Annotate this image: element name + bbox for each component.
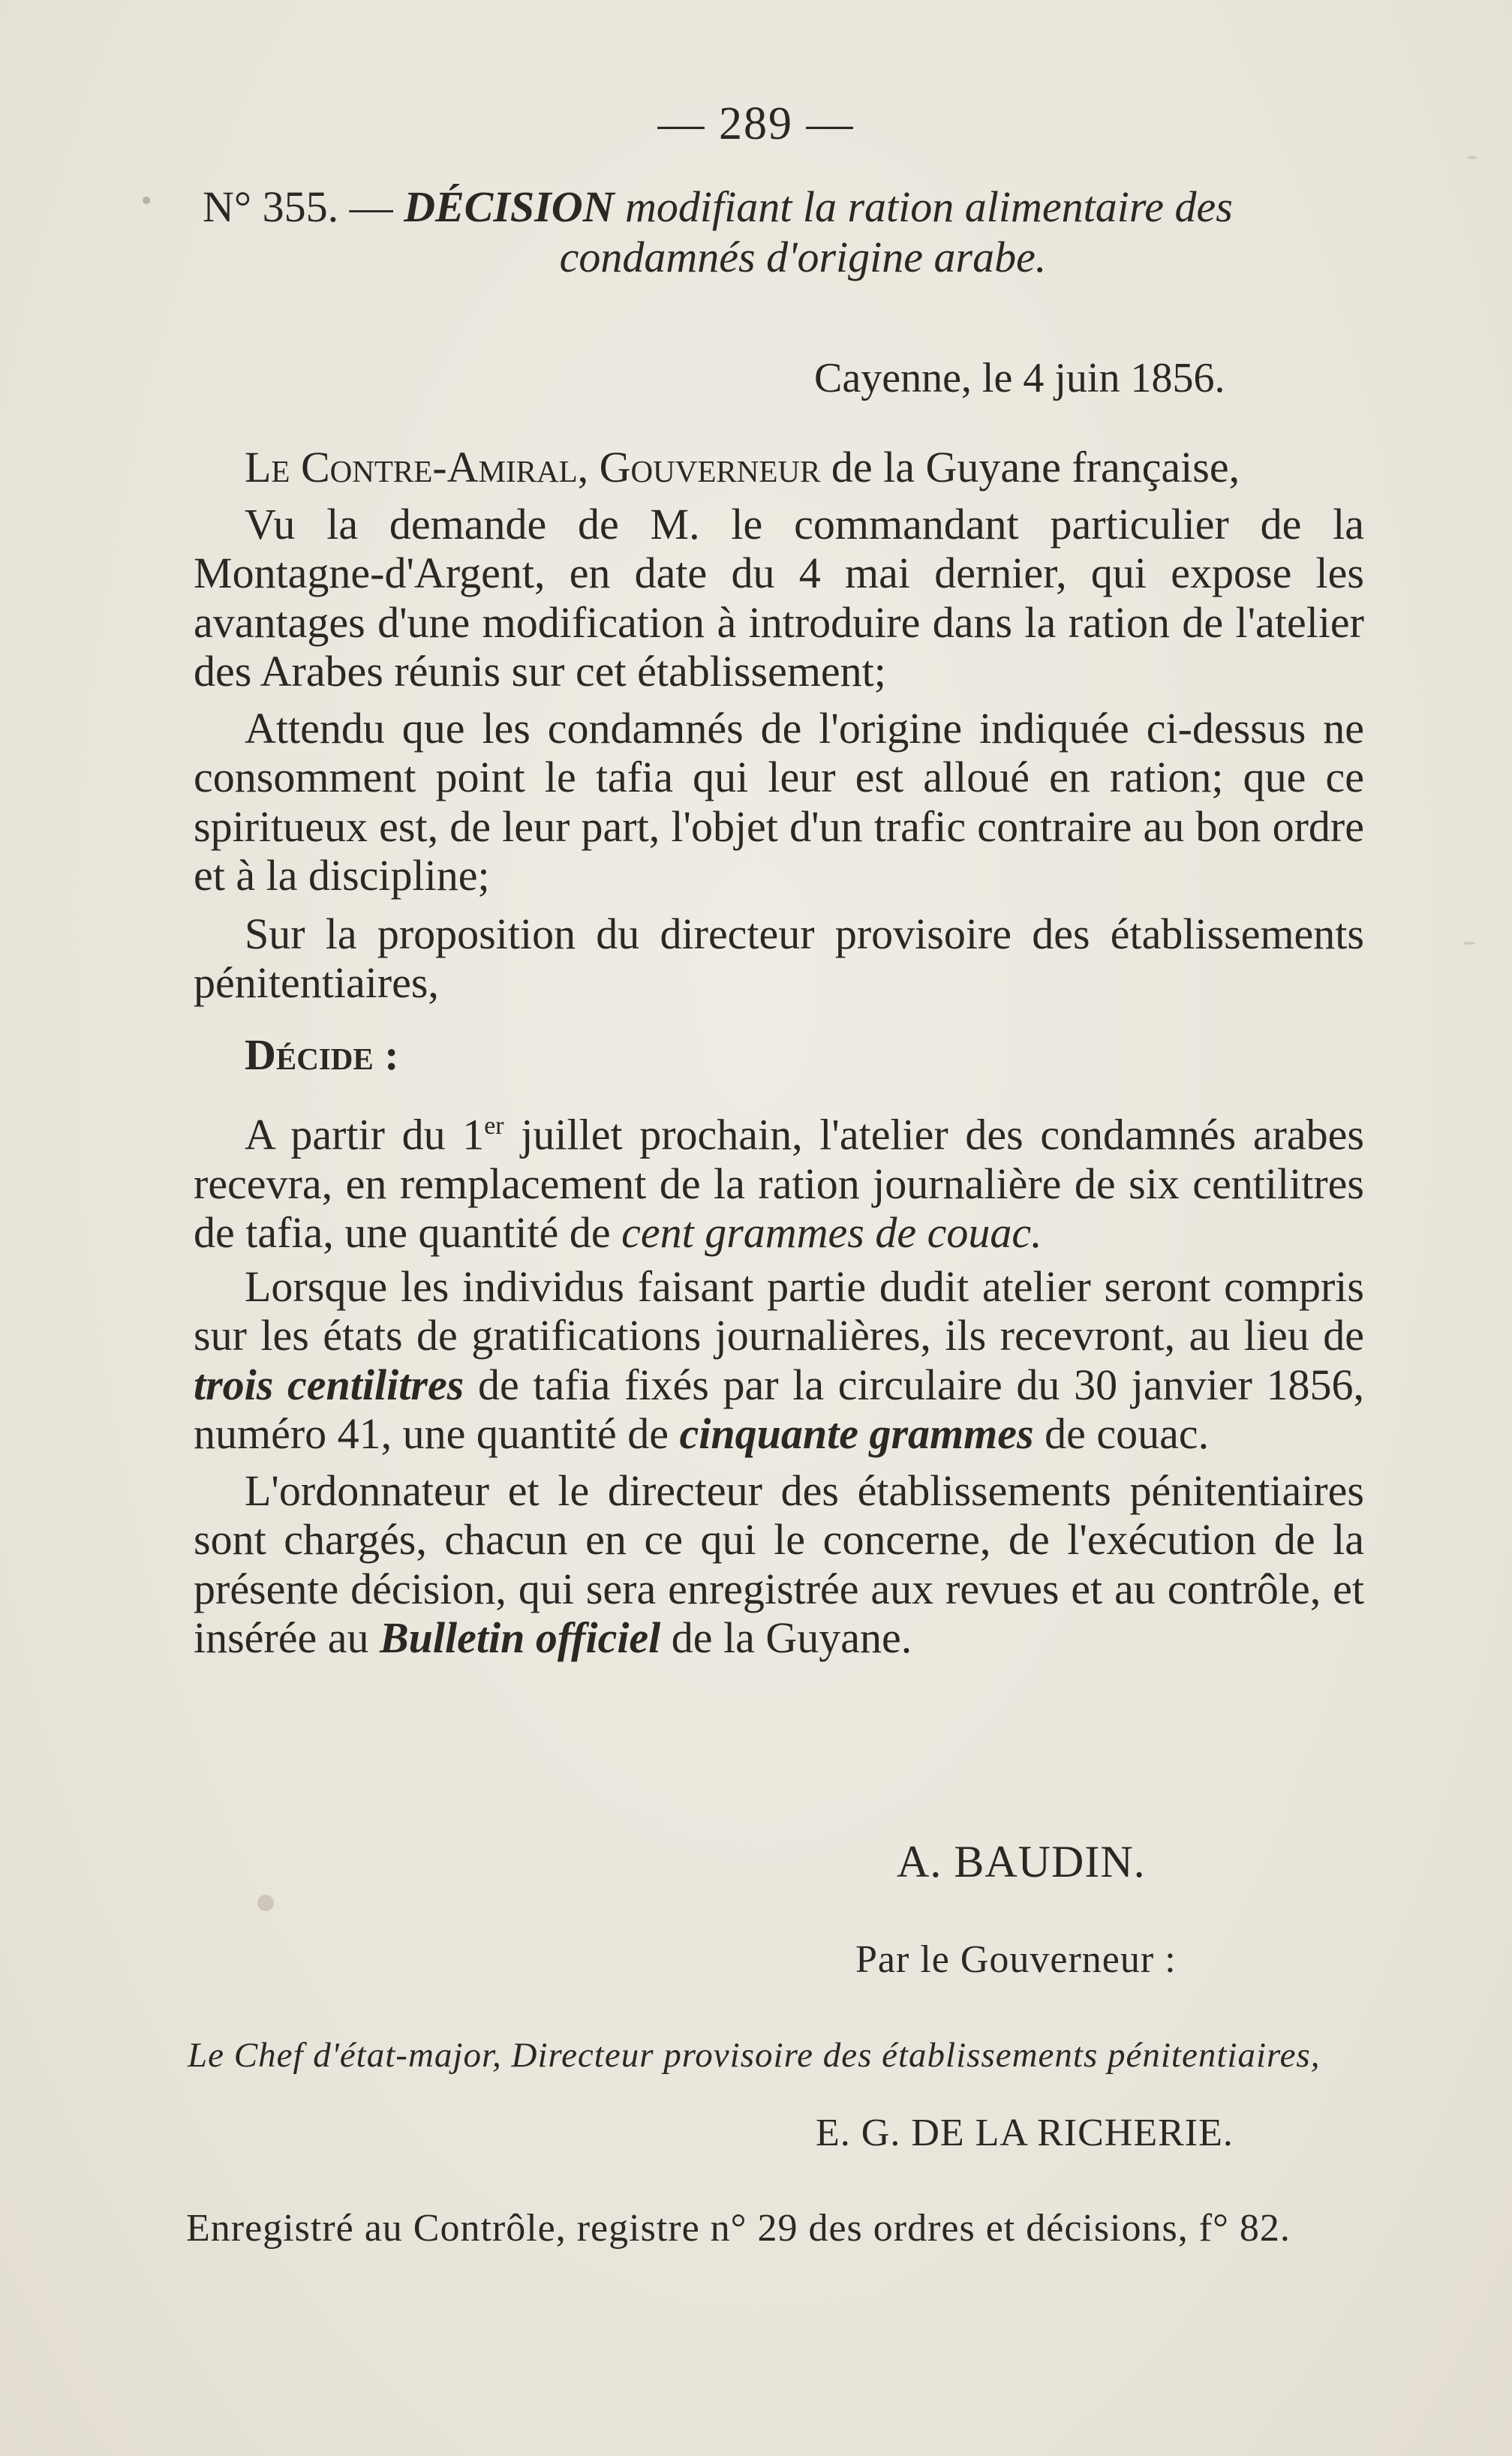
decision-heading: DÉCISION: [404, 182, 615, 231]
decide-heading: Décide :: [245, 1030, 399, 1079]
cent-grammes-couac: cent grammes de couac.: [621, 1208, 1042, 1258]
page-number: — 289 —: [657, 98, 855, 149]
paragraph-a-partir: A partir du 1er juillet prochain, l'atelier des condamnés arabes recevra, en remplacement de la ration journalière de six centilitres de tafia, une quantité de cent grammes de couac.: [194, 1110, 1364, 1258]
paper-speck: [257, 1895, 274, 1911]
body-text: [194, 443, 1364, 1663]
chef-etat-major: Le Chef d'état-major, Directeur provisoire des établissements pénitentiaires,: [188, 2036, 1321, 2075]
preamble-rest: de la Guyane française,: [831, 443, 1240, 492]
bulletin-officiel: Bulletin officiel: [379, 1613, 661, 1663]
title-rest-line1: modifiant la ration alimentaire des: [625, 182, 1233, 231]
paper-speck: [1463, 942, 1475, 945]
paper-speck: [143, 197, 150, 204]
paragraph-ordonnateur: L'ordonnateur et le directeur des établissements pénitentiaires sont chargés, chacun en ce qui le concerne, de l'exécution de la présente décision, qui sera enregistrée aux revues et au contrôle, et insérée au Bulletin officiel de la Guyane.: [194, 1465, 1364, 1663]
paragraph-sur: Sur la proposition du directeur provisoire des établissements pénitentiaires,: [194, 909, 1364, 1007]
trois-centilitres: trois centilitres: [194, 1360, 464, 1409]
par-le-gouverneur: Par le Gouverneur :: [855, 1938, 1177, 1981]
decision-number: N° 355.: [203, 182, 339, 231]
decision-title: [203, 182, 1373, 282]
preamble: Le Contre-Amiral, Gouverneur de la Guyane française,: [245, 443, 1240, 492]
signature-baudin: A. BAUDIN.: [897, 1837, 1146, 1886]
contre-amiral-label: Le Contre-Amiral: [245, 443, 578, 492]
title-line2: condamnés d'origine arabe.: [559, 232, 1047, 281]
paper-speck: [1467, 156, 1477, 159]
paragraph-attendu: Attendu que les condamnés de l'origine indiquée ci-dessus ne consomment point le tafia qui leur est alloué en ration; que ce spiritueux est, de leur part, l'objet d'un trafic contraire au bon ordre et à la discipline;: [194, 703, 1364, 900]
paragraph-vu: Vu la demande de M. le commandant particulier de la Montagne-d'Argent, en date du 4 mai dernier, qui expose les avantages d'une modification à introduire dans la ration de l'atelier des Arabes réunis sur cet établissement;: [194, 499, 1364, 696]
title-dash: —: [349, 182, 393, 231]
dateline: Cayenne, le 4 juin 1856.: [814, 355, 1225, 401]
cinquante-grammes: cinquante grammes: [679, 1409, 1034, 1459]
paragraph-lorsque: Lorsque les individus faisant partie dudit atelier seront compris sur les états de gratifications journalières, ils recevront, au lieu de trois centilitres de tafia fixés par la circulaire du 30 janvier 1856, numéro 41, une quantité de cinquante grammes de couac.: [194, 1261, 1365, 1459]
gouverneur-label: Gouverneur: [599, 443, 821, 492]
enregistre-note: Enregistré au Contrôle, registre n° 29 des ordres et décisions, f° 82.: [186, 2207, 1291, 2250]
signature-richerie: E. G. DE LA RICHERIE.: [816, 2112, 1234, 2154]
